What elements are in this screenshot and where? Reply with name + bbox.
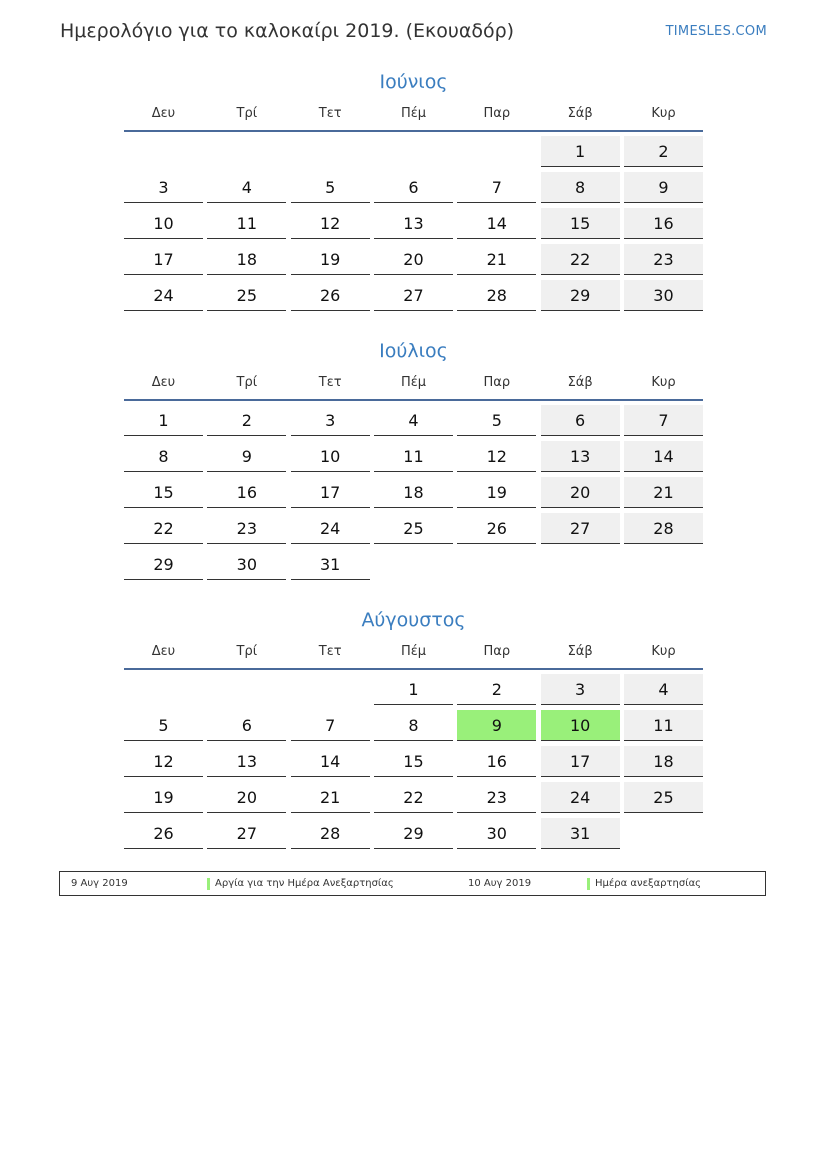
weekday-label: Κυρ (651, 644, 676, 659)
empty-day-cell (291, 136, 370, 167)
day-cell: 25 (624, 782, 703, 813)
day-cell: 19 (291, 244, 370, 275)
day-cell: 26 (124, 818, 203, 849)
empty-day-cell (624, 818, 703, 849)
weekday-label: Δευ (151, 106, 176, 121)
day-cell: 27 (374, 280, 453, 311)
empty-day-cell (541, 549, 620, 580)
empty-day-cell (207, 136, 286, 167)
weekday-label: Τρί (236, 375, 258, 390)
day-cell: 4 (207, 172, 286, 203)
day-cell: 30 (207, 549, 286, 580)
day-cell: 18 (624, 746, 703, 777)
week-row (124, 782, 703, 818)
day-cell: 6 (374, 172, 453, 203)
week-row (124, 746, 703, 782)
day-cell: 12 (291, 208, 370, 239)
week-row (124, 405, 703, 441)
day-cell: 23 (457, 782, 536, 813)
day-cell: 15 (541, 208, 620, 239)
weekday-label: Πέμ (400, 375, 427, 390)
day-cell: 21 (624, 477, 703, 508)
weekday-label: Σάβ (567, 106, 593, 121)
day-cell: 14 (291, 746, 370, 777)
week-row (124, 513, 703, 549)
day-cell: 22 (124, 513, 203, 544)
weekday-label: Τρί (236, 644, 258, 659)
day-cell: 1 (374, 674, 453, 705)
weekday-label: Παρ (483, 106, 511, 121)
day-cell: 8 (541, 172, 620, 203)
week-row (124, 136, 703, 172)
day-cell: 25 (374, 513, 453, 544)
day-cell: 31 (291, 549, 370, 580)
day-cell: 25 (207, 280, 286, 311)
legend-description-text: Ημέρα ανεξαρτησίας (595, 878, 702, 889)
day-cell: 29 (124, 549, 203, 580)
day-cell: 15 (124, 477, 203, 508)
weekday-label: Τετ (318, 106, 342, 121)
week-row (124, 674, 703, 710)
day-cell: 13 (541, 441, 620, 472)
empty-day-cell (124, 674, 203, 705)
weekday-label: Σάβ (567, 644, 593, 659)
day-cell: 17 (291, 477, 370, 508)
day-cell: 19 (124, 782, 203, 813)
month-calendar (124, 606, 703, 854)
week-row (124, 818, 703, 854)
weekday-label: Τρί (236, 106, 258, 121)
day-cell: 5 (124, 710, 203, 741)
day-cell: 31 (541, 818, 620, 849)
weekday-label: Παρ (483, 375, 511, 390)
legend-description-text: Αργία για την Ημέρα Ανεξαρτησίας (215, 878, 394, 889)
day-cell: 22 (374, 782, 453, 813)
day-cell: 11 (207, 208, 286, 239)
week-row (124, 208, 703, 244)
day-cell: 2 (624, 136, 703, 167)
legend-description (207, 878, 394, 889)
day-cell: 1 (124, 405, 203, 436)
page-title: Ημερολόγιο για το καλοκαίρι 2019. (Εκουαδόρ) (60, 20, 515, 42)
day-cell: 10 (541, 710, 620, 741)
day-cell: 20 (207, 782, 286, 813)
day-cell: 4 (374, 405, 453, 436)
empty-day-cell (457, 136, 536, 167)
day-cell: 7 (457, 172, 536, 203)
week-row (124, 172, 703, 208)
week-row (124, 549, 703, 585)
day-cell: 30 (457, 818, 536, 849)
day-cell: 11 (624, 710, 703, 741)
week-row (124, 280, 703, 316)
weekday-label: Σάβ (567, 375, 593, 390)
day-cell: 28 (457, 280, 536, 311)
day-cell: 14 (457, 208, 536, 239)
day-cell: 24 (541, 782, 620, 813)
day-cell: 1 (541, 136, 620, 167)
month-calendar (124, 68, 703, 316)
day-cell: 29 (374, 818, 453, 849)
week-row (124, 477, 703, 513)
weekday-label: Δευ (151, 644, 176, 659)
day-cell: 24 (124, 280, 203, 311)
day-cell: 28 (291, 818, 370, 849)
day-cell: 20 (374, 244, 453, 275)
day-cell: 9 (624, 172, 703, 203)
day-cell: 18 (207, 244, 286, 275)
day-cell: 20 (541, 477, 620, 508)
day-cell: 17 (124, 244, 203, 275)
day-cell: 5 (457, 405, 536, 436)
day-cell: 2 (207, 405, 286, 436)
month-name: Ιούνιος (379, 71, 448, 93)
day-cell: 29 (541, 280, 620, 311)
empty-day-cell (374, 136, 453, 167)
legend-description (587, 878, 701, 889)
day-cell: 13 (374, 208, 453, 239)
day-cell: 11 (374, 441, 453, 472)
day-cell: 10 (124, 208, 203, 239)
week-row (124, 244, 703, 280)
day-cell: 8 (374, 710, 453, 741)
holiday-swatch (207, 878, 210, 890)
day-cell: 21 (457, 244, 536, 275)
day-cell: 23 (207, 513, 286, 544)
weekday-label: Τετ (318, 644, 342, 659)
legend-date: 10 Αυγ 2019 (468, 878, 532, 889)
weekday-label: Πέμ (400, 644, 427, 659)
day-cell: 15 (374, 746, 453, 777)
day-cell: 8 (124, 441, 203, 472)
day-cell: 6 (541, 405, 620, 436)
day-cell: 19 (457, 477, 536, 508)
day-cell: 7 (291, 710, 370, 741)
month-name: Αύγουστος (361, 609, 466, 631)
day-cell: 24 (291, 513, 370, 544)
empty-day-cell (457, 549, 536, 580)
day-cell: 10 (291, 441, 370, 472)
weekday-label: Δευ (151, 375, 176, 390)
day-cell: 13 (207, 746, 286, 777)
day-cell: 23 (624, 244, 703, 275)
weekday-header (124, 644, 703, 670)
day-cell: 26 (291, 280, 370, 311)
day-cell: 3 (124, 172, 203, 203)
site-link[interactable]: TIMESLES.COM (665, 24, 767, 39)
weekday-label: Παρ (483, 644, 511, 659)
day-cell: 6 (207, 710, 286, 741)
weekday-label: Κυρ (651, 106, 676, 121)
empty-day-cell (624, 549, 703, 580)
week-row (124, 441, 703, 477)
day-cell: 28 (624, 513, 703, 544)
day-cell: 21 (291, 782, 370, 813)
month-name: Ιούλιος (379, 340, 448, 362)
day-cell: 2 (457, 674, 536, 705)
day-cell: 9 (457, 710, 536, 741)
weekday-label: Πέμ (400, 106, 427, 121)
day-cell: 22 (541, 244, 620, 275)
weekday-label: Κυρ (651, 375, 676, 390)
day-cell: 26 (457, 513, 536, 544)
holiday-legend (59, 871, 766, 896)
weekday-label: Τετ (318, 375, 342, 390)
day-cell: 16 (457, 746, 536, 777)
day-cell: 9 (207, 441, 286, 472)
day-cell: 17 (541, 746, 620, 777)
week-row (124, 710, 703, 746)
day-cell: 3 (541, 674, 620, 705)
legend-date: 9 Αυγ 2019 (71, 878, 128, 889)
day-cell: 18 (374, 477, 453, 508)
day-cell: 12 (124, 746, 203, 777)
empty-day-cell (374, 549, 453, 580)
day-cell: 14 (624, 441, 703, 472)
day-cell: 4 (624, 674, 703, 705)
empty-day-cell (124, 136, 203, 167)
month-calendar (124, 337, 703, 585)
weekday-header (124, 375, 703, 401)
day-cell: 5 (291, 172, 370, 203)
day-cell: 30 (624, 280, 703, 311)
day-cell: 27 (541, 513, 620, 544)
day-cell: 16 (207, 477, 286, 508)
day-cell: 12 (457, 441, 536, 472)
holiday-swatch (587, 878, 590, 890)
day-cell: 27 (207, 818, 286, 849)
day-cell: 16 (624, 208, 703, 239)
empty-day-cell (207, 674, 286, 705)
empty-day-cell (291, 674, 370, 705)
weekday-header (124, 106, 703, 132)
day-cell: 7 (624, 405, 703, 436)
day-cell: 3 (291, 405, 370, 436)
